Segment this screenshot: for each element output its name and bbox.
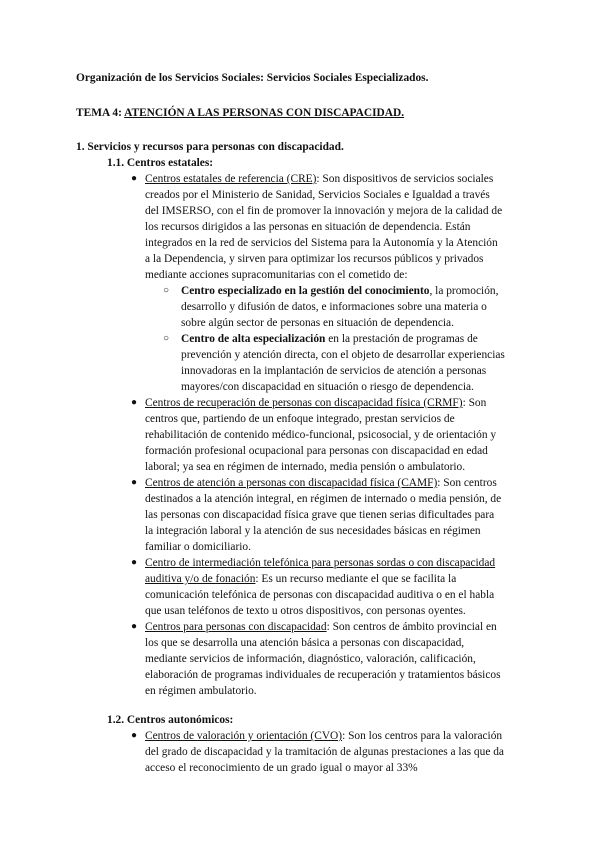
cpd-line-1 (145, 619, 497, 635)
crmf-line-1 (145, 395, 486, 411)
cvo-text-1: : Son los centros para la valoración (342, 730, 503, 742)
camf-text-1: : Son centros (437, 477, 497, 489)
subsection-11-heading: 1.1. Centros estatales: (107, 157, 214, 169)
sub-a-text-1: , la promoción, (429, 285, 499, 297)
tema-heading (76, 105, 404, 121)
cpd-line-4: elaboración de programas individuales de recuperación y tratamientos básicos (145, 669, 501, 681)
cre-line-4: los recursos dirigidos a las personas en situación de dependencia. Están (145, 221, 471, 233)
bullet-icon: ● (131, 477, 138, 488)
camf-line-4: la integración laboral y la atención de sus necesidades básicas en régimen (145, 525, 481, 537)
sub-b-text-1: en la prestación de programas de (325, 333, 478, 345)
crmf-line-4: formación profesional ocupacional para personas con discapacidad en edad (145, 445, 488, 457)
sub-a-line-2: desarrollo y difusión de datos, e informaciones sobre una materia o (181, 301, 487, 313)
bullet-icon: ● (131, 730, 138, 741)
sub-b-term: Centro de alta especialización (181, 333, 326, 345)
sub-a-line-1 (181, 283, 498, 299)
sub-a-term: Centro especializado en la gestión del conocimiento (181, 285, 430, 297)
crmf-line-3: rehabilitación de contenido médico-funcional, psicosocial, y de orientación y (145, 429, 497, 441)
sub-b-line-2: prevención y atención directa, con el objeto de desarrollar experiencias (181, 349, 505, 361)
camf-term: Centros de atención a personas con discapacidad física (CAMF) (145, 477, 438, 489)
cvo-line-2: del grado de discapacidad y la tramitación de algunas prestaciones a las que da (145, 746, 504, 758)
sub-b-line-4: mayores/con discapacidad en situación o riesgo de dependencia. (181, 381, 474, 393)
crmf-term: Centros de recuperación de personas con discapacidad física (CRMF) (145, 397, 463, 409)
sub-a-line-3: sobre algún sector de personas en situación de dependencia. (181, 317, 454, 329)
camf-line-5: familiar o domiciliario. (145, 541, 251, 553)
circle-bullet-icon: ○ (163, 333, 170, 344)
cpd-line-2: los que se desarrolla una atención básica a personas con discapacidad, (145, 637, 465, 649)
bullet-icon: ● (131, 557, 138, 568)
organization-title: Organización de los Servicios Sociales: Servicios Sociales Especializados. (76, 72, 429, 84)
cre-line-5: integrados en la red de servicios del Sistema para la Autonomía y la Atención (145, 237, 498, 249)
circle-bullet-icon: ○ (163, 285, 170, 296)
cre-line-2: creados por el Ministerio de Sanidad, Servicios Sociales e Igualdad a través (145, 189, 490, 201)
crmf-text-1: : Son (462, 397, 487, 409)
cre-term: Centros estatales de referencia (CRE) (145, 173, 317, 185)
cre-line-3: del IMSERSO, con el fin de promover la innovación y mejora de la calidad de (145, 205, 503, 217)
tema-title: ATENCIÓN A LAS PERSONAS CON DISCAPACIDAD. (124, 107, 405, 119)
cit-line-4: que usan teléfonos de texto u otros dispositivos, con personas oyentes. (145, 605, 466, 617)
cit-line-2 (145, 571, 456, 587)
camf-line-1 (145, 475, 497, 491)
bullet-icon: ● (131, 621, 138, 632)
crmf-line-5: laboral; ya sea en régimen de internado, media pensión o ambulatorio. (145, 461, 466, 473)
cre-line-7: mediante acciones supracomunitarias con el cometido de: (145, 269, 408, 281)
subsection-12-heading: 1.2. Centros autonómicos: (107, 714, 234, 726)
tema-prefix: TEMA 4: (76, 107, 125, 119)
cpd-line-3: mediante servicios de información, diagnóstico, valoración, calificación, (145, 653, 476, 665)
cre-text-1: : Son dispositivos de servicios sociales (316, 173, 494, 185)
cvo-line-1 (145, 728, 502, 744)
cit-term-2: auditiva y/o de fonación (145, 573, 256, 585)
camf-line-3: las personas con discapacidad física grave que tienen serias dificultades para (145, 509, 495, 521)
cpd-term: Centros para personas con discapacidad (145, 621, 327, 633)
cvo-line-3: acceso el reconocimiento de un grado igual o mayor al 33% (145, 762, 418, 774)
bullet-icon: ● (131, 397, 138, 408)
section1-heading: 1. Servicios y recursos para personas con discapacidad. (76, 141, 344, 153)
cvo-term: Centros de valoración y orientación (CVO) (145, 730, 343, 742)
cit-term-1: Centro de intermediación telefónica para personas sordas o con discapacidad (145, 557, 496, 569)
sub-b-line-3: innovadoras en la implantación de servicios de atención a personas (181, 365, 487, 377)
camf-line-2: destinados a la atención integral, en régimen de internado o media pensión, de (145, 493, 502, 505)
cpd-text-1: : Son centros de ámbito provincial en (326, 621, 497, 633)
sub-b-line-1 (181, 331, 478, 347)
cre-line-6: a la Dependencia, y sirven para optimizar los recursos públicos y privados (145, 253, 484, 265)
cit-text-2: : Es un recurso mediante el que se facilita la (255, 573, 457, 585)
cre-line-1 (145, 171, 493, 187)
crmf-line-2: centros que, partiendo de un enfoque integrado, prestan servicios de (145, 413, 455, 425)
cit-line-3: comunicación telefónica de personas con discapacidad auditiva o en el habla (145, 589, 495, 601)
bullet-icon: ● (131, 173, 138, 184)
cpd-line-5: en régimen ambulatorio. (145, 685, 257, 697)
